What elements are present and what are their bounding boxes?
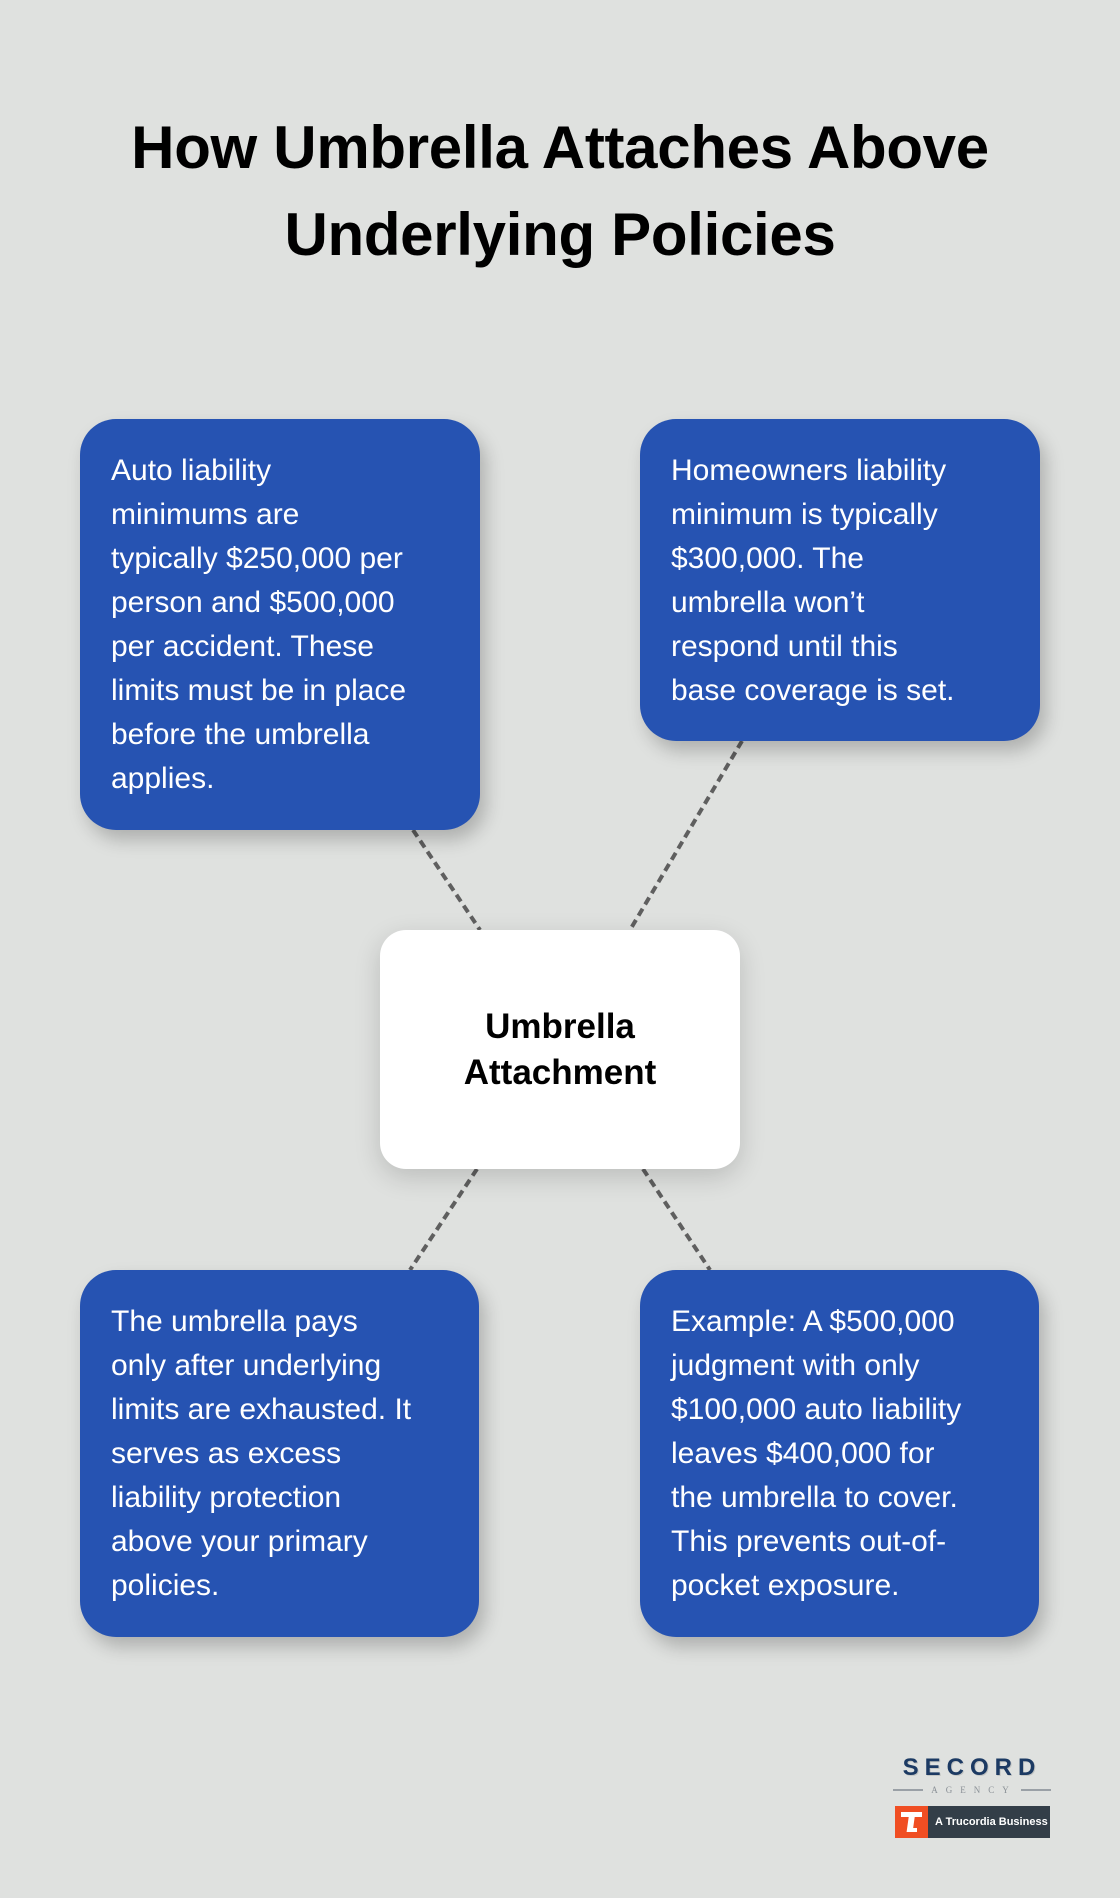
card-text-line: before the umbrella [111,718,370,751]
card-auto-liability [80,419,480,830]
center-node-umbrella-attachment [380,930,740,1169]
card-text-line: limits must be in place [111,674,407,707]
connector-top-left [413,830,480,930]
card-text-line: judgment with only [671,1349,920,1382]
card-text-line: This prevents out-of- [671,1525,947,1558]
card-text-line: minimums are [111,498,300,531]
connector-top-right [630,741,742,930]
card-text-line: $300,000. The [671,542,864,575]
card-text-line: Auto liability [111,454,272,487]
divider [1021,1789,1051,1791]
card-text-line: the umbrella to cover. [671,1481,958,1514]
card-text-line: umbrella won’t [671,586,865,619]
logo-subtitle [884,1783,1060,1797]
card-text-line: only after underlying [111,1349,382,1382]
center-node-line-1: Umbrella [485,1006,635,1046]
card-text-line: $100,000 auto liability [671,1393,962,1426]
card-text-line: Example: A $500,000 [671,1305,955,1338]
card-text-line: per accident. These [111,630,374,663]
logo-brand-text: SECORD [902,1754,1042,1781]
card-example [640,1270,1039,1637]
card-text-line: minimum is typically [671,498,938,531]
card-text-line: base coverage is set. [671,674,955,707]
center-node-line-2: Attachment [463,1052,657,1092]
card-text-line: pocket exposure. [671,1569,900,1602]
card-excess-liability [80,1270,479,1637]
card-text-line: limits are exhausted. It [111,1393,412,1426]
trucordia-logo-icon [895,1806,928,1838]
card-text-line: liability protection [111,1481,342,1514]
title-line-2: Underlying Policies [284,201,836,268]
card-text-line: respond until this [671,630,898,663]
trucordia-badge-text: A Trucordia Business [935,1816,1048,1828]
connector-bottom-right [643,1169,710,1270]
divider [893,1789,923,1791]
card-text-line: The umbrella pays [111,1305,358,1338]
trucordia-badge [895,1806,1050,1838]
card-text-line: policies. [111,1569,220,1602]
card-text-line: above your primary [111,1525,368,1558]
card-text-line: typically $250,000 per [111,542,403,575]
connector-bottom-left [410,1169,477,1270]
logo-subtitle-text: AGENCY [931,1785,1017,1795]
card-text-line: person and $500,000 [111,586,395,619]
title-line-1: How Umbrella Attaches Above [131,114,989,181]
secord-agency-logo [884,1756,1060,1797]
card-text-line: Homeowners liability [671,454,947,487]
card-homeowners-liability [640,419,1040,741]
card-text-line: applies. [111,762,215,795]
card-text-line: leaves $400,000 for [671,1437,935,1470]
card-text-line: serves as excess [111,1437,342,1470]
